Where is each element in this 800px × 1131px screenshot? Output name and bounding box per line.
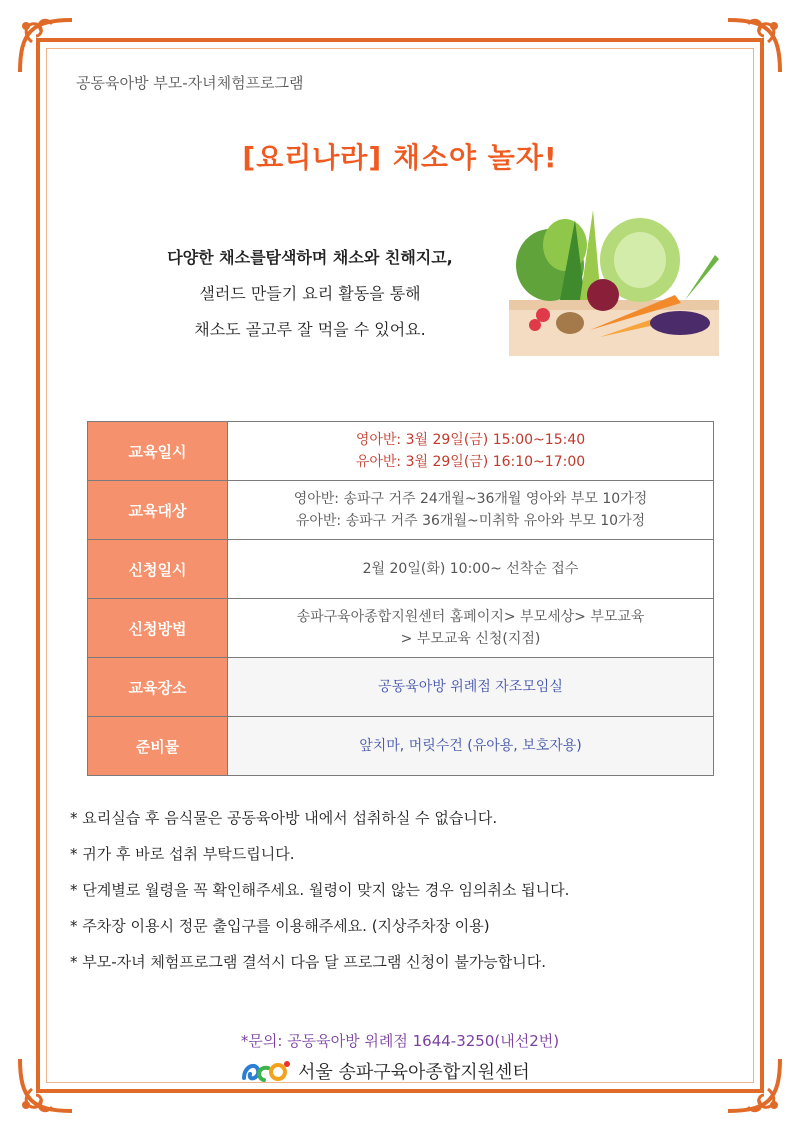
notice-list — [70, 800, 730, 980]
table-row — [88, 481, 714, 540]
notice-item: * 주차장 이용시 정문 출입구를 이용해주세요. (지상주차장 이용) — [70, 917, 490, 935]
notice-item: * 단계별로 월령을 꼭 확인해주세요. 월령이 맞지 않는 경우 임의취소 됩니다. — [70, 881, 570, 899]
row-value — [228, 717, 714, 776]
value-line: 영아반: 송파구 거주 24개월~36개월 영아와 부모 10가정 — [293, 491, 648, 507]
row-label: 교육대상 — [88, 481, 228, 540]
contact-info: *문의: 공동육아방 위례점 1644-3250(내선2번) — [240, 1032, 560, 1050]
value-line: 유아반: 송파구 거주 36개월~미취학 유아와 부모 10가정 — [295, 513, 646, 529]
row-label: 신청일시 — [88, 540, 228, 599]
corner-ornament-icon — [718, 1049, 788, 1119]
notice-item: * 귀가 후 바로 섭취 부탁드립니다. — [70, 845, 295, 863]
row-value — [228, 422, 714, 481]
corner-ornament-icon — [718, 12, 788, 82]
value-line: 유아반: 3월 29일(금) 16:10~17:00 — [355, 454, 586, 470]
corner-ornament-icon — [12, 12, 82, 82]
page-title: [요리나라] 채소야 놀자! — [242, 141, 558, 174]
table-row — [88, 658, 714, 717]
value-line: 송파구육아종합지원센터 홈페이지> 부모세상> 부모교육 — [296, 609, 645, 625]
row-label: 신청방법 — [88, 599, 228, 658]
corner-ornament-icon — [12, 1049, 82, 1119]
intro-line: 채소도 골고루 잘 먹을 수 있어요. — [194, 320, 426, 339]
table-row — [88, 540, 714, 599]
row-value — [228, 540, 714, 599]
center-name: 서울 송파구육아종합지원센터 — [298, 1062, 530, 1083]
value-line: > 부모교육 신청(지점) — [400, 631, 541, 647]
intro-line: 샐러드 만들기 요리 활동을 통해 — [199, 284, 421, 303]
value-line: 공동육아방 위례점 자조모임실 — [378, 679, 563, 695]
program-info-table — [87, 421, 714, 776]
center-logo-icon — [240, 1056, 292, 1086]
row-value — [228, 599, 714, 658]
intro-text — [120, 240, 500, 348]
row-value — [228, 658, 714, 717]
intro-line: 다양한 채소를탐색하며 채소와 친해지고, — [167, 248, 453, 267]
value-line: 앞치마, 머릿수건 (유아용, 보호자용) — [359, 738, 582, 754]
center-logo-row — [240, 1055, 530, 1087]
table-row — [88, 422, 714, 481]
row-label: 교육일시 — [88, 422, 228, 481]
value-line: 2월 20일(화) 10:00~ 선착순 접수 — [362, 561, 579, 577]
program-subtitle: 공동육아방 부모-자녀체험프로그램 — [76, 74, 304, 92]
notice-item: * 요리실습 후 음식물은 공동육아방 내에서 섭취하실 수 없습니다. — [70, 809, 498, 827]
row-label: 준비물 — [88, 717, 228, 776]
table-row — [88, 717, 714, 776]
row-value — [228, 481, 714, 540]
table-row — [88, 599, 714, 658]
value-line: 영아반: 3월 29일(금) 15:00~15:40 — [355, 432, 586, 448]
vegetable-basket-illustration — [505, 205, 725, 360]
notice-item: * 부모-자녀 체험프로그램 결석시 다음 달 프로그램 신청이 불가능합니다. — [70, 953, 547, 971]
row-label: 교육장소 — [88, 658, 228, 717]
